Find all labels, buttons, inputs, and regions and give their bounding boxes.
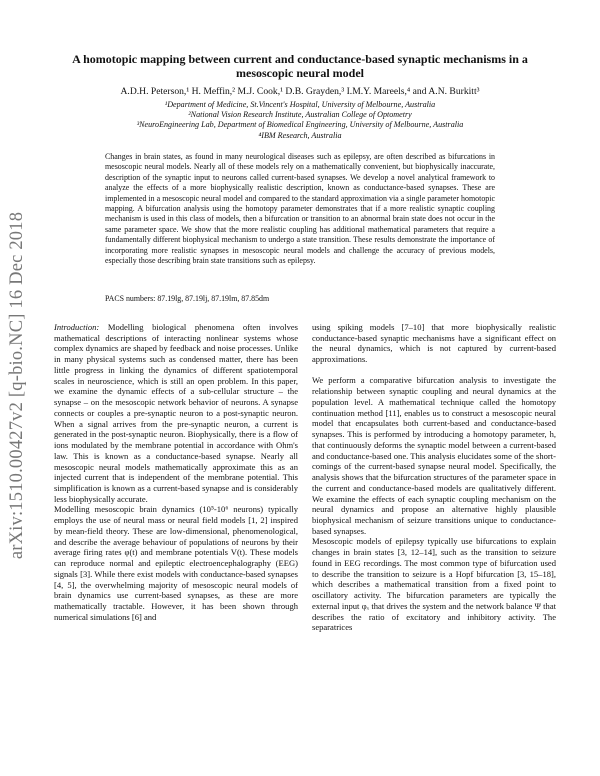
paper-title: A homotopic mapping between current and conductance-based synaptic mechanisms in a mesoscopic neural model (72, 52, 528, 80)
affiliation-1: ¹Department of Medicine, St.Vincent's Hospital, University of Melbourne, Australia (164, 100, 436, 109)
arxiv-identifier-text: arXiv:1510.00427v2 [q-bio.NC] 16 Dec 2018 (7, 211, 28, 559)
arxiv-identifier (3, 175, 33, 595)
mesoscopic-paragraph: Modelling mesoscopic brain dynamics (10⁵-10⁶ neurons) typically employs the use of neural mass or neural field models [1, 2] inspired by mean-field theory. These are low-dimensional, phenomenological, and describe the average behaviour of populations of neurons by their average firing rates φ(t) and membrane potentials V(t). These models can reproduce normal and epileptic electroencephalography (EEG) signals [3]. While there exist models with conductance-based synapses [4, 5], the overwhelming majority of mesoscopic neural models of brain dynamics use current-based synapses, as these are more mathematically tractable. However, it has been shown through numerical simulations [6] and (54, 504, 298, 622)
spiking-paragraph: using spiking models [7–10] that more biophysically realistic conductance-based synaptic mechanisms have a significant effect on the neural dynamics, which is not captured by current-based approximations. (312, 322, 556, 365)
affiliation-4: ⁴IBM Research, Australia (258, 130, 342, 140)
pacs-numbers: PACS numbers: 87.19lg, 87.19lj, 87.19lm, 87.85dm (105, 294, 270, 303)
affiliation-3: ³NeuroEngineering Lab, Department of Biomedical Engineering, University of Melbourne, Australia (136, 120, 464, 130)
affiliations (60, 100, 540, 141)
intro-heading: Introduction: (54, 322, 100, 332)
intro-paragraph (54, 322, 298, 504)
left-column (54, 322, 298, 623)
bifurcation-analysis-paragraph: We perform a comparative bifurcation analysis to investigate the relationship between synaptic coupling and neural dynamics at the population level. A mathematical technique called the homotopy continuation method [11], enables us to construct a mesoscopic neural model that encapsulates both current-based and conductance-based synapses. This is performed by introducing a homotopy parameter, h, that continuously deforms the synaptic model between a current-based and conductance-based one. This analysis elucidates some of the short-comings of the current-based synapse neural model. Specifically, the analysis shows that the bifurcation structures of the parameter space in the current and conductance-based models are qualitatively different. We examine the effects of each synaptic coupling mechanism on the neural dynamics and propose an alternative highly plausible biophysical mechanism of seizure transitions unique to conductance-based synapses. (312, 375, 556, 536)
epilepsy-models-paragraph: Mesoscopic models of epilepsy typically use bifurcations to explain changes in brain states [3, 12–14], such as the transition to seizure found in EEG recordings. The most common type of bifurcation used to describe the transition to seizure is a Hopf bifurcation [3, 15–18], which describes a mathematical transition from a fixed point to oscillatory activity. The bifurcation parameters are typically the external input φₓ that drives the system and the network balance Ψ that describes the ratio of excitatory and inhibitory activity. The separatrices (312, 536, 556, 633)
intro-text: Modelling biological phenomena often involves mathematical descriptions of interacting nonlinear systems whose complex dynamics are shaped by feedback and noise processes. Unlike in many physical systems such as condensed matter, there has been little progress in linking the dynamics of different spatiotemporal scales in neuroscience, which is still an open problem. In this paper, we examine the dynamic effects of a sub-cellular structure – the synapse – on the mesoscopic network behavior of neurons. A synapse connects or couples a pre-synaptic neuron to a post-synaptic neuron. When a signal arrives from the pre-synaptic neuron, a current is generated in the post-synaptic neuron. Biophysically, there is a flow of ions modulated by the membrane potential in accordance with Ohm's law. This is known as a conductance-based synapse. Nearly all mesoscopic neural models mathematically approximate this as an injected current that is independent of the membrane potential. This simplification is known as a current-based synapse and is considerably less biophysically accurate. (54, 322, 298, 504)
abstract: Changes in brain states, as found in many neurological diseases such as epilepsy, are often described as bifurcations in mesoscopic neural models. Nearly all of these models rely on a mathematically convenient, but biophysically inaccurate, description of the synaptic input to neurons called current-based synapses. We develop a novel analytical framework to analyze the effects of a more biophysically realistic description, known as conductance-based synapses. These are implemented in a mesoscopic neural model and compared to the standard approximation via a single parameter homotopic mapping. A bifurcation analysis using the homotopy parameter demonstrates that if a more realistic synaptic coupling mechanism is used in this class of models, then a bifurcation or transition to an abnormal brain state does not occur in the same parameter space. We show that the more realistic coupling has additional mathematical parameters that require a fundamentally different biophysical mechanism to undergo a state transition. These results demonstrate the importance of incorporating more realistic synapses in mesoscopic neural models and challenge the accuracy of previous models, especially those describing brain state transitions such as epilepsy. (105, 152, 495, 266)
affiliation-2: ²National Vision Research Institute, Australian College of Optometry (188, 110, 412, 120)
right-column (312, 322, 556, 633)
author-list: A.D.H. Peterson,¹ H. Meffin,² M.J. Cook,¹ D.B. Grayden,³ I.M.Y. Mareels,⁴ and A.N. Burkitt³ (120, 86, 480, 97)
